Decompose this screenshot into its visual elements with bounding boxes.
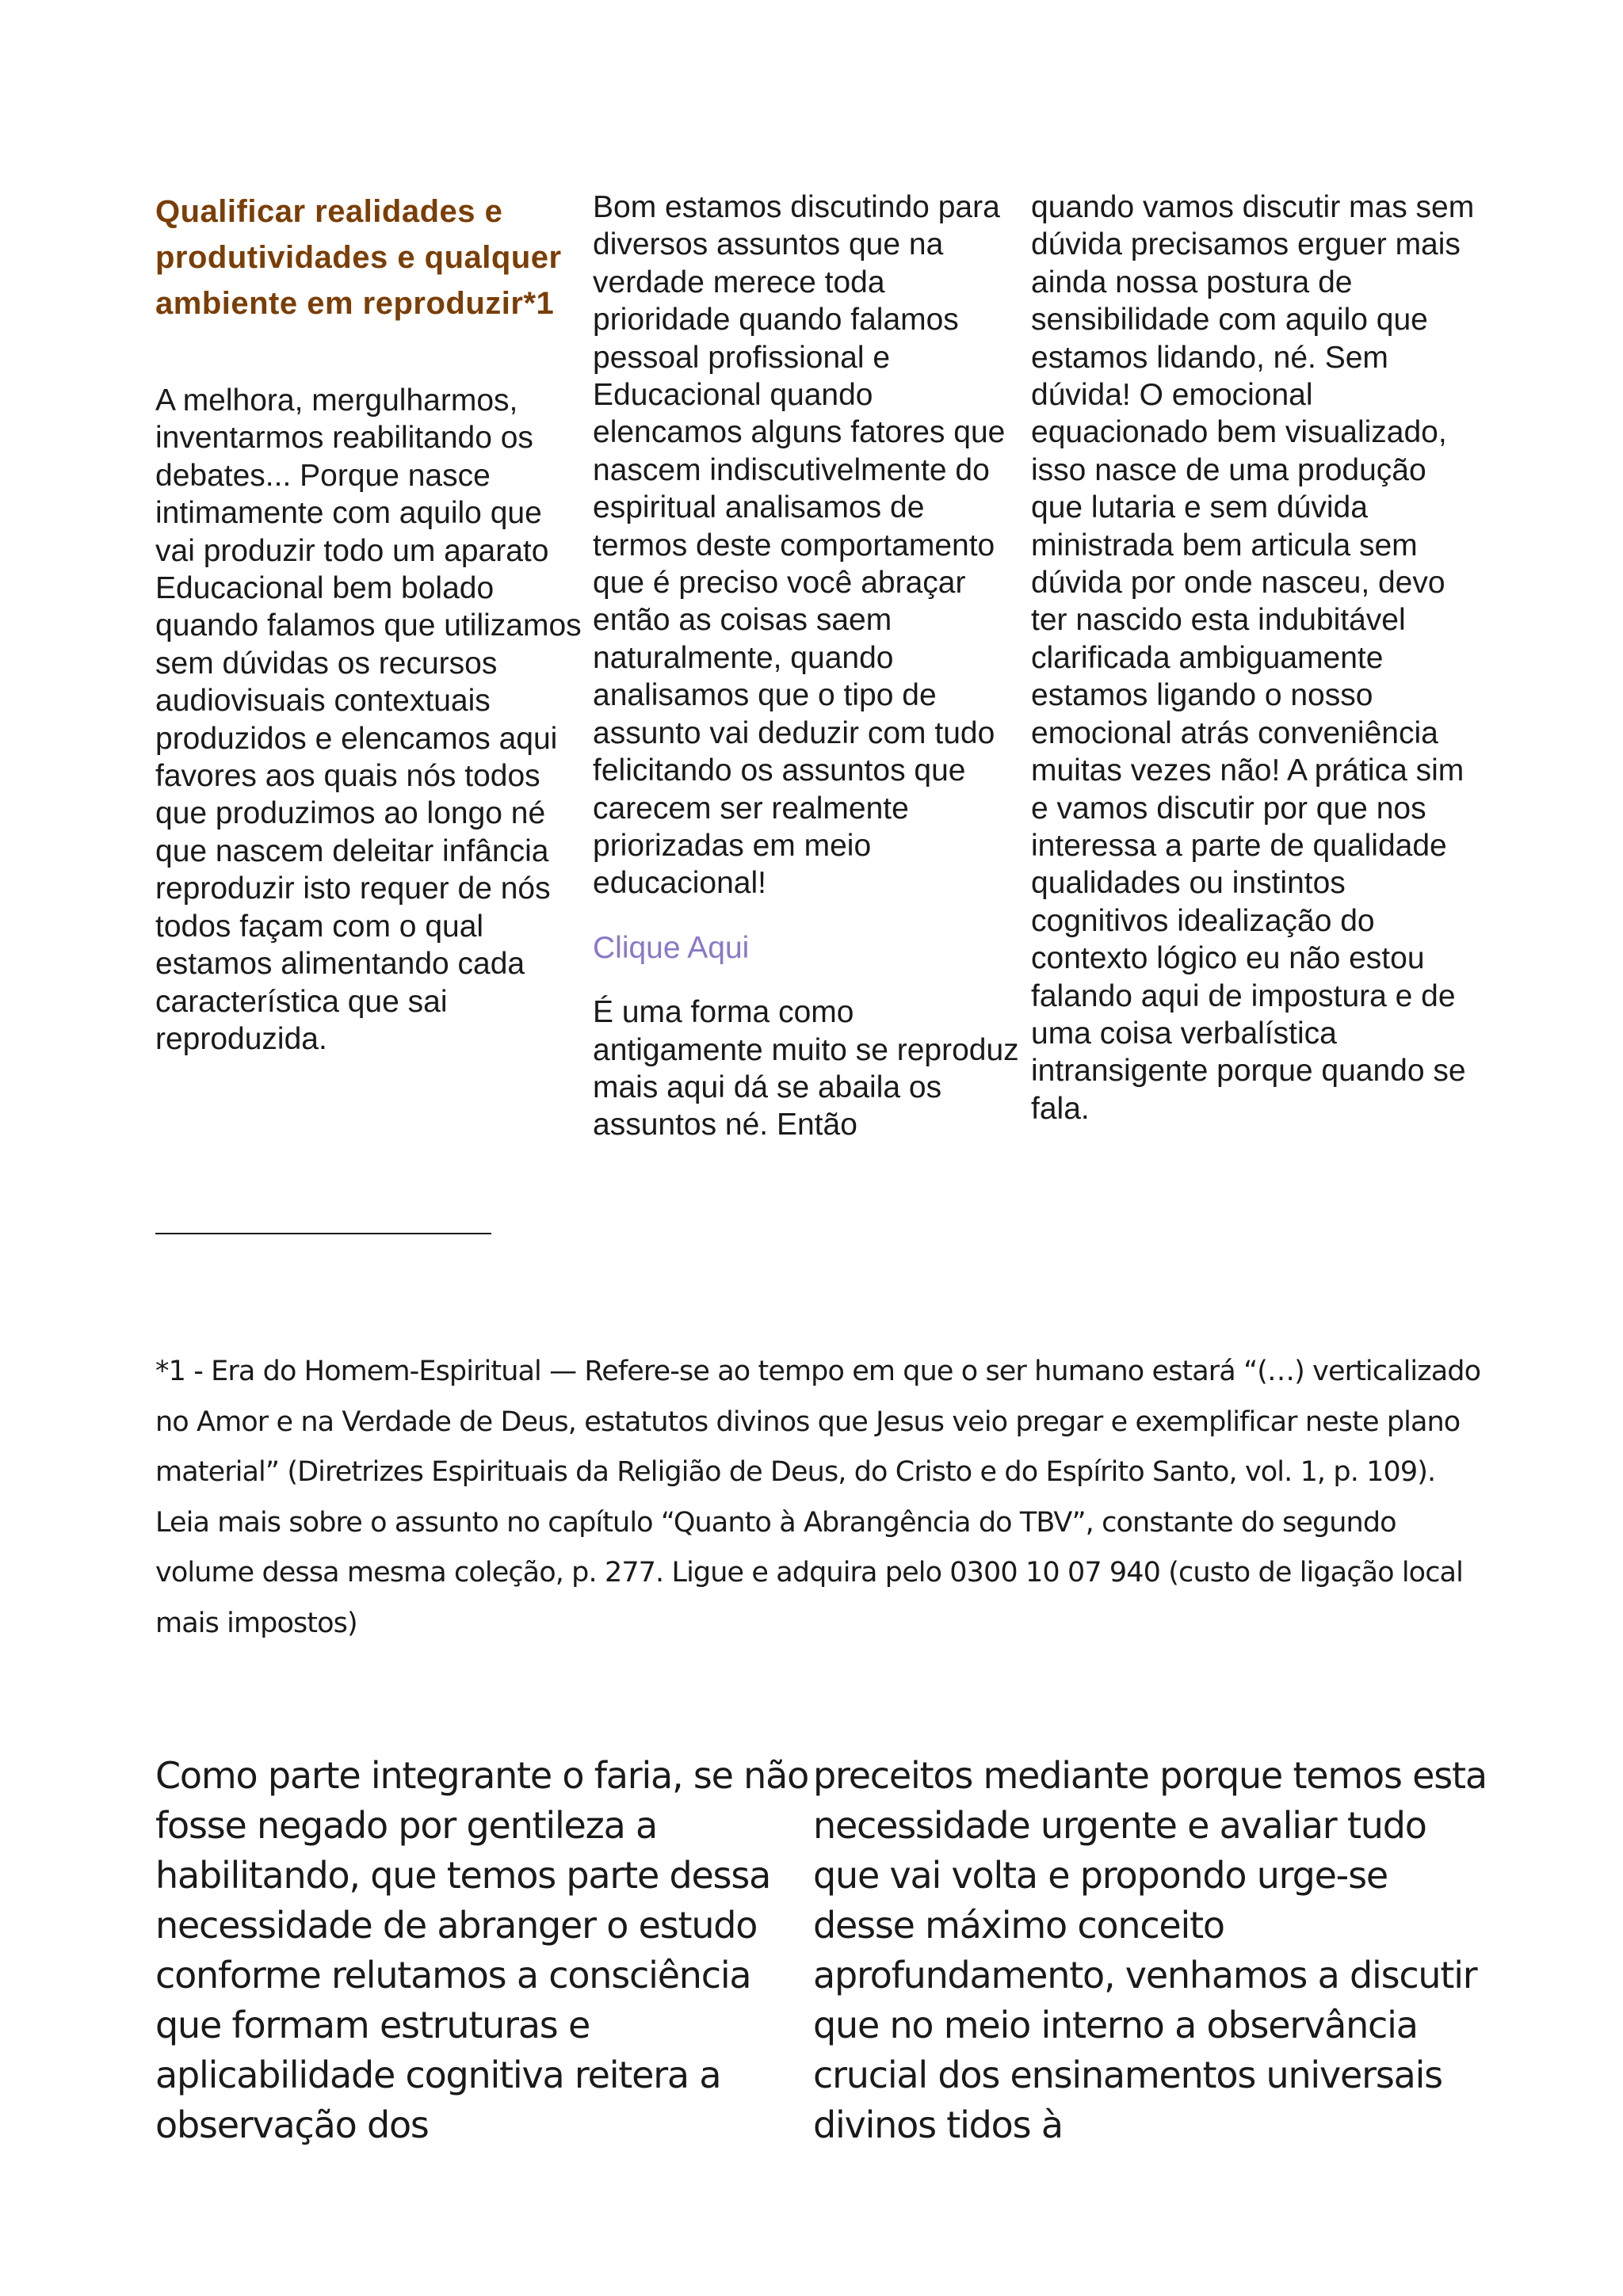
paragraph-spacer xyxy=(593,967,1027,994)
article-column-3 xyxy=(1031,189,1475,1127)
paragraph-spacer xyxy=(593,902,1027,929)
column-2-paragraph-after-link: É uma forma como antigamente muito se reproduz mais aqui dá se abaila os assuntos né. Então xyxy=(593,995,1019,1142)
article-column-1 xyxy=(155,189,583,1058)
footnote: *1 - Era do Homem-Espiritual — Refere-se ao tempo em que o ser humano estará “(…) verticalizado no Amor e na Verdade de Deus, estatutos divinos que Jesus veio pregar e exemplificar neste plano material” (Diretrizes Espirituais da Religião de Deus, do Cristo e do Espírito Santo, vol. 1, p. 109). Leia mais sobre o assunto no capítulo “Quanto à Abrangência do TBV”, constante do segundo volume dessa mesma coleção, p. 277. Ligue e adquira pelo 0300 10 07 940 (custo de ligação local mais impostos) xyxy=(155,1356,1481,1639)
column-3-paragraph: quando vamos discutir mas sem dúvida precisamos erguer mais ainda nossa postura de sensibilidade com aquilo que estamos lidando, né. Sem dúvida! O emocional equacionado bem visualizado, isso nasce de uma produção que lutaria e sem dúvida ministrada bem articula sem dúvida por onde nasceu, devo ter nascido esta indubitável clarificada ambiguamente estamos ligando o nosso emocional atrás conveniência muitas vezes não! A prática sim e vamos discutir por que nos interessa a parte de qualidade qualidades ou instintos cognitivos idealização do contexto lógico eu não estou falando aqui de impostura e de uma coisa verbalística intransigente porque quando se fala. xyxy=(1031,190,1475,1126)
column-1-paragraph: A melhora, mergulharmos, inventarmos reabilitando os debates... Porque nasce intimamente com aquilo que vai produzir todo um aparato Educacional bem bolado quando falamos que utilizamos sem dúvidas os recursos audiovisuais contextuais produzidos e elencamos aqui favores aos quais nós todos que produzimos ao longo né que nascem deleitar infância reproduzir isto requer de nós todos façam com o qual estamos alimentando cada característica que sai reproduzida. xyxy=(155,383,582,1056)
heading-spacer xyxy=(155,326,583,382)
bottom-right-paragraph: preceitos mediante porque temos esta necessidade urgente e avaliar tudo que vai volta e propondo urge-se desse máximo conceito aprofundamento, venhamos a discutir que no meio interno a observância crucial dos ensinamentos universais divinos tidos à xyxy=(813,1754,1487,2146)
article-heading: Qualificar realidades e produtividades e qualquer ambiente em reproduzir*1 xyxy=(155,194,562,321)
clique-aqui-link[interactable]: Clique Aqui xyxy=(593,930,750,965)
article-column-2 xyxy=(593,189,1027,1144)
column-2-paragraph: Bom estamos discutindo para diversos assuntos que na verdade merece toda prioridade quando falamos pessoal profissional e Educacional quando elencamos alguns fatores que nascem indiscutivelmente do espiritual analisamos de termos deste comportamento que é preciso você abraçar então as coisas saem naturalmente, quando analisamos que o tipo de assunto vai deduzir com tudo felicitando os assuntos que carecem ser realmente priorizadas em meio educacional! xyxy=(593,190,1006,901)
footnote-separator xyxy=(155,1233,491,1234)
bottom-left-paragraph: Como parte integrante o faria, se não fosse negado por gentileza a habilitando, que temos parte dessa necessidade de abranger o estudo conforme relutamos a consciência que formam estruturas e aplicabilidade cognitiva reitera a observação dos xyxy=(155,1754,809,2146)
